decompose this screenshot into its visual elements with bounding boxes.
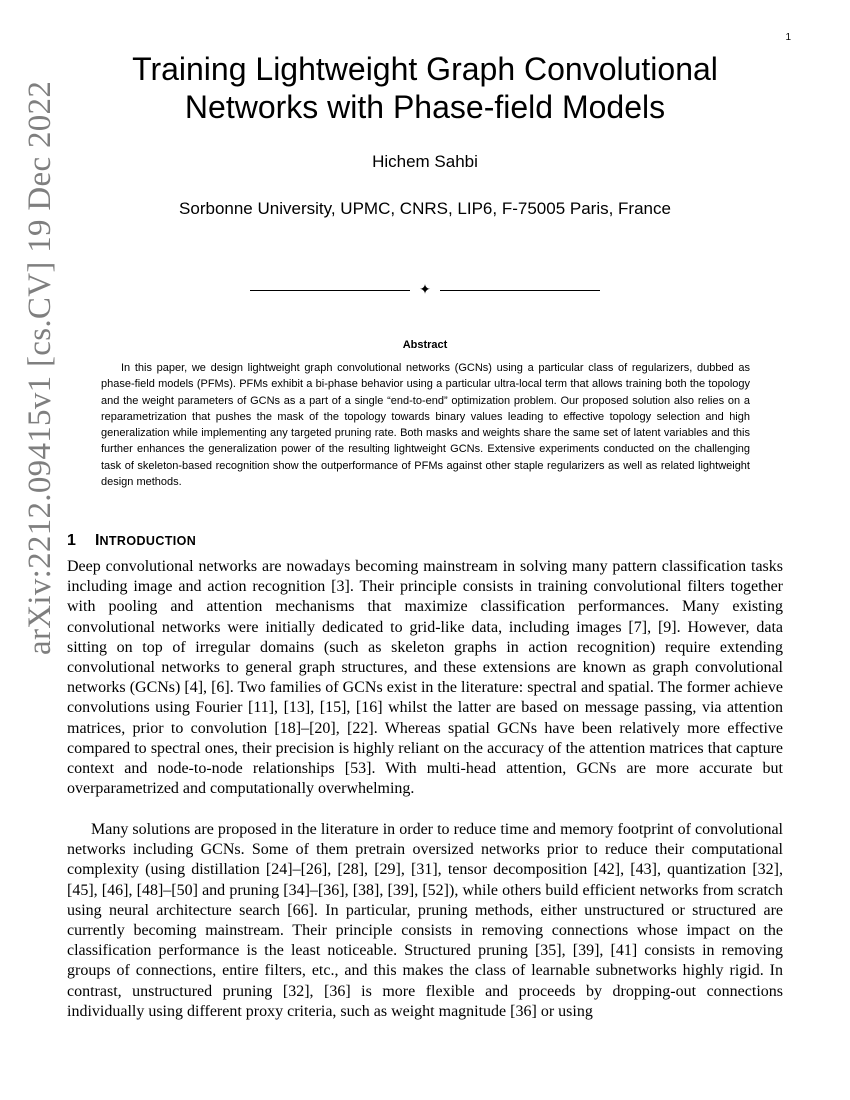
divider-rule-right — [440, 290, 600, 291]
abstract-text: In this paper, we design lightweight graph convolutional networks (GCNs) using a particular class of regularizers, dubbed as phase-field models (PFMs). PFMs exhibit a bi-phase behavior using a particular ultra-local term that allows training both the topology and the weight parameters of GCNs as a part of a single “end-to-end” optimization problem. Our proposed solution also relies on a reparametrization that pushes the mask of the topology towards binary values leading to effective topology selection and high generalization while implementing any targeted pruning rate. Both masks and weights share the same set of latent variables and this further enhances the generalization power of the resulting lightweight GCNs. Extensive experiments conducted on the challenging task of skeleton-based recognition show the outperformance of PFMs against other staple regularizers as well as related lightweight design methods. — [101, 362, 750, 489]
section-number: 1 — [67, 532, 76, 549]
section-title-initial: I — [95, 532, 100, 549]
page-number: 1 — [785, 32, 791, 43]
arxiv-identifier-stamp: arXiv:2212.09415v1 [cs.CV] 19 Dec 2022 — [22, 80, 58, 655]
author-name: Hichem Sahbi — [372, 152, 478, 171]
diamond-ornament-icon: ✦ — [419, 282, 431, 298]
title-divider — [250, 281, 600, 301]
author-affiliation: Sorbonne University, UPMC, CNRS, LIP6, F-75005 Paris, France — [179, 199, 671, 218]
section-heading-introduction — [67, 532, 467, 550]
section-title-rest: NTRODUCTION — [99, 534, 197, 548]
body-paragraph: Many solutions are proposed in the literature in order to reduce time and memory footprint of convolutional networks including GCNs. Some of them pretrain oversized networks prior to reduce their computational complexity (using distillation [24]–[26], [28], [29], [31], tensor decomposition [42], [43], quantization [32], [45], [46], [48]–[50] and pruning [34]–[36], [38], [39], [52]), while others build efficient networks from scratch using neural architecture search [66]. In particular, pruning methods, either unstructured or structured are currently becoming mainstream. Their principle consists in removing connections whose impact on the classification performance is the least noticeable. Structured pruning [35], [39], [41] consists in removing groups of connections, entire filters, etc., and this makes the class of learnable subnetworks highly rigid. In contrast, unstructured pruning [32], [36] is more flexible and proceeds by dropping-out connections individually using different proxy criteria, such as weight magnitude [36] or using — [67, 821, 783, 1020]
body-paragraph: Deep convolutional networks are nowadays becoming mainstream in solving many pattern classification tasks including image and action recognition [3]. Their principle consists in training convolutional filters together with pooling and attention mechanisms that maximize classification performances. Many existing convolutional networks were initially dedicated to grid-like data, including images [7], [9]. However, data sitting on top of irregular domains (such as skeleton graphs in action recognition) require extending convolutional networks to general graph structures, and these extensions are known as graph convolutional networks (GCNs) [4], [6]. Two families of GCNs exist in the literature: spectral and spatial. The former achieve convolutions using Fourier [11], [13], [15], [16] whilst the latter are based on message passing, via attention matrices, prior to convolution [18]–[20], [22]. Whereas spatial GCNs have been relatively more effective compared to spectral ones, their precision is highly reliant on the accuracy of the attention matrices that capture context and node-to-node relationships [53]. With multi-head attention, GCNs are more accurate but overparametrized and computationally overwhelming. — [67, 558, 783, 798]
paper-title: Training Lightweight Graph Convolutional Networks with Phase-field Models — [132, 51, 718, 125]
divider-rule-left — [250, 290, 410, 291]
abstract-heading: Abstract — [402, 339, 448, 351]
